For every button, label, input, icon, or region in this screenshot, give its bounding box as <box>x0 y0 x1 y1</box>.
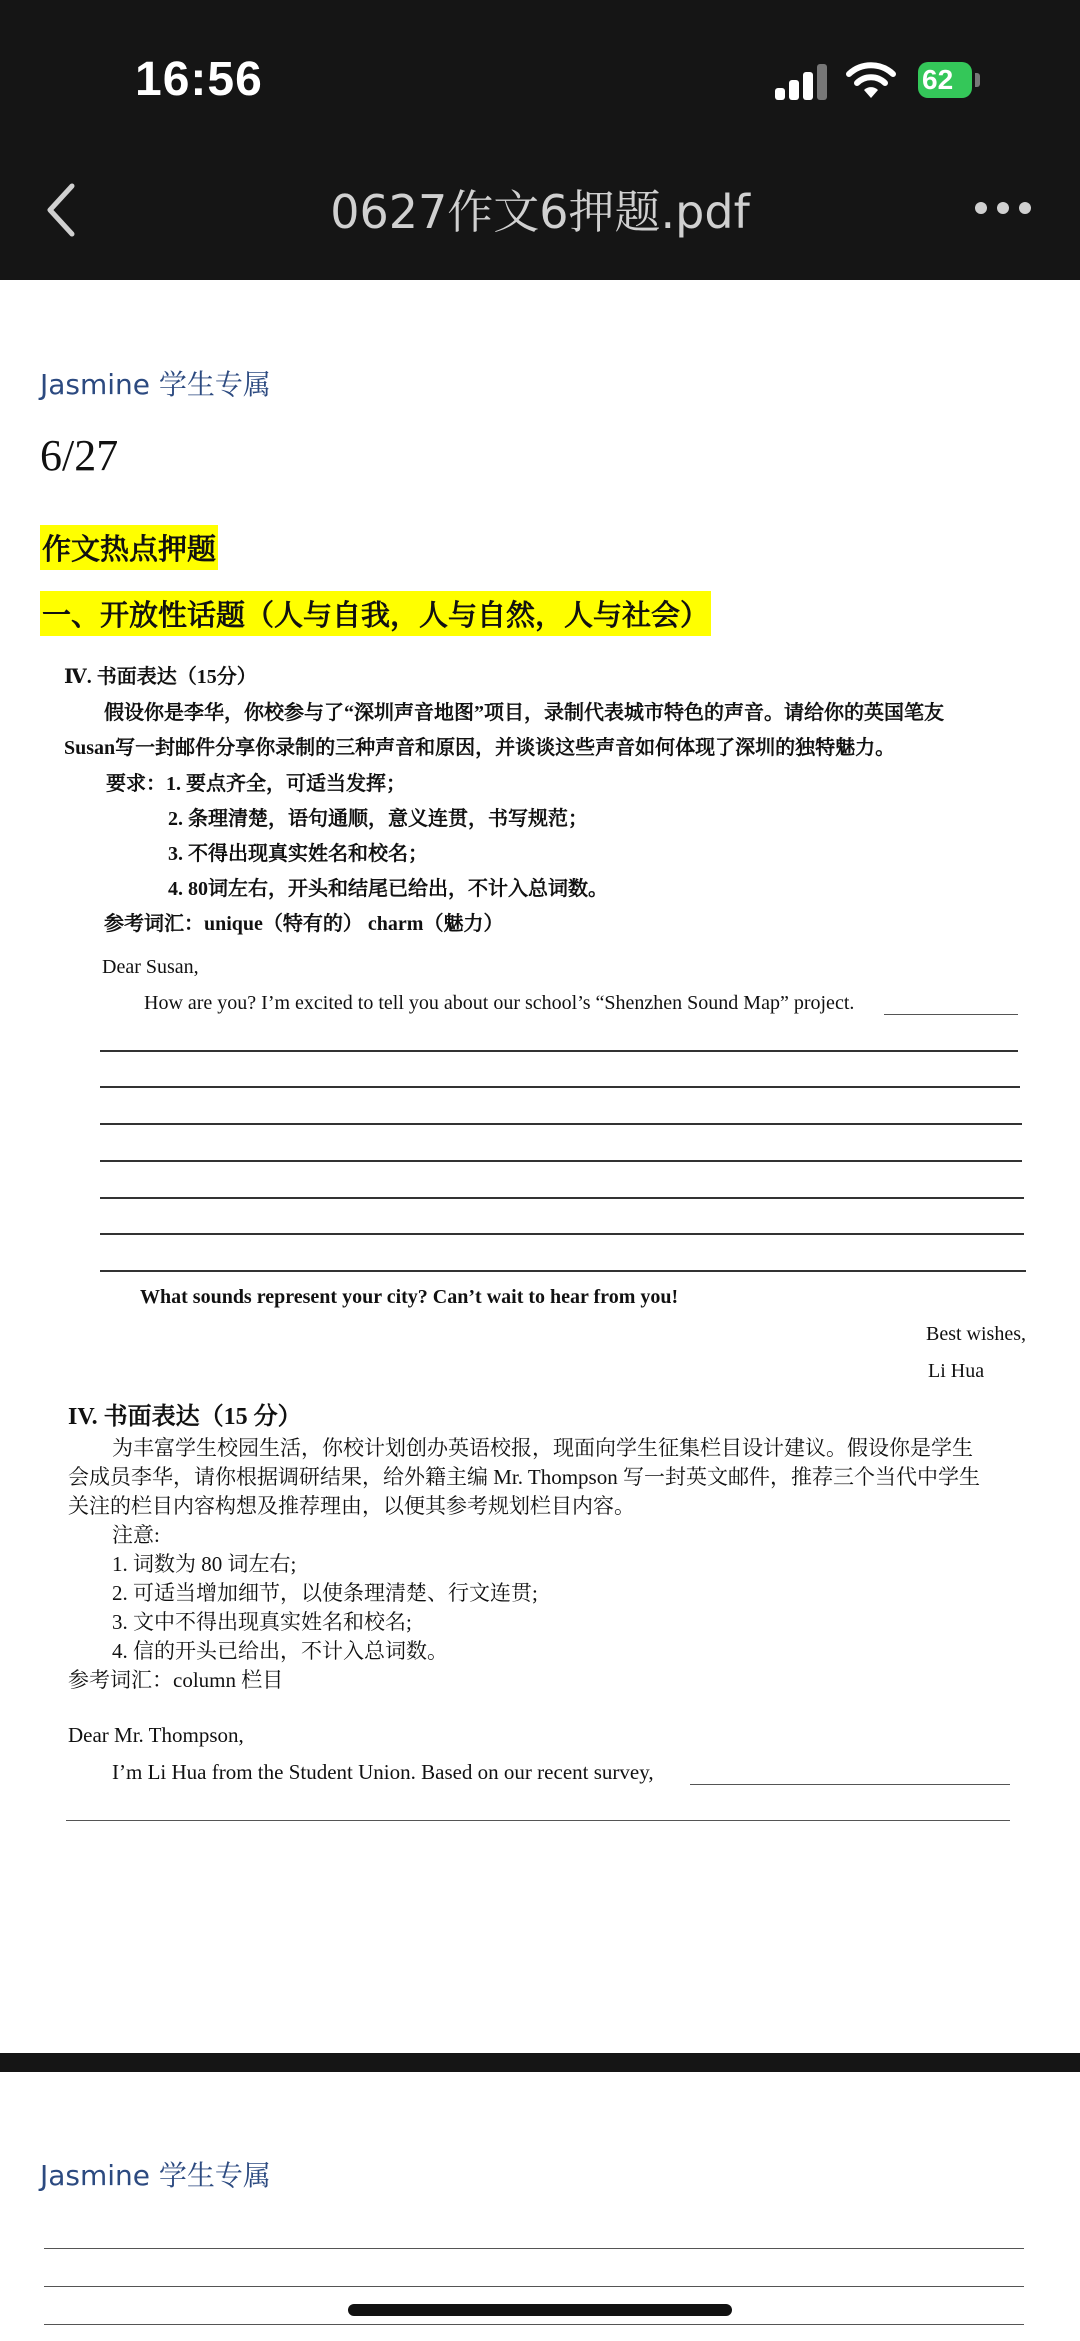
task2-opening: I’m Li Hua from the Student Union. Based on our recent survey, <box>112 1760 654 1784</box>
pdf-page-2 <box>0 2072 1080 2341</box>
task2-note-2: 2. 可适当增加细节，以使条理清楚、行文连贯; <box>112 1581 538 1605</box>
answer-line <box>100 1270 1026 1272</box>
task2-vocabulary: 参考词汇：column 栏目 <box>68 1668 284 1692</box>
answer-line <box>100 1160 1022 1162</box>
page-date: 6/27 <box>40 431 119 480</box>
task1-title: Ⅳ. 书面表达（15分） <box>64 666 257 688</box>
answer-line <box>690 1784 1010 1785</box>
task2-note-4: 4. 信的开头已给出，不计入总词数。 <box>112 1639 448 1663</box>
task1-closing: What sounds represent your city? Can’t wait to hear from you! <box>140 1286 679 1308</box>
document-title: 0627作文6押题.pdf <box>330 185 750 239</box>
wifi-icon <box>845 60 897 100</box>
cellular-signal-icon <box>775 64 827 100</box>
task1-requirement-2: 2. 条理清楚，语句通顺，意义连贯，书写规范； <box>168 808 588 830</box>
answer-line <box>100 1233 1024 1235</box>
answer-line <box>44 2248 1024 2249</box>
answer-line <box>44 2324 1024 2325</box>
answer-line <box>100 1086 1020 1088</box>
task2-title: IV. 书面表达（15 分） <box>68 1404 302 1430</box>
task2-intro-line3: 关注的栏目内容构想及推荐理由，以便其参考规划栏目内容。 <box>68 1494 635 1518</box>
task1-signature: Li Hua <box>928 1360 985 1382</box>
battery-percentage: 62 <box>922 64 954 95</box>
nav-bar <box>0 160 1080 280</box>
task1-intro-line2: Susan写一封邮件分享你录制的三种声音和原因，并谈谈这些声音如何体现了深圳的独特魅力。 <box>64 737 896 759</box>
task1-requirement-4: 4. 80词左右，开头和结尾已给出，不计入总词数。 <box>168 878 608 900</box>
task1-requirement-3: 3. 不得出现真实姓名和校名； <box>168 843 428 865</box>
answer-line <box>100 1123 1022 1125</box>
answer-line <box>44 2286 1024 2287</box>
heading-hot-topics: 作文热点押题 <box>40 525 218 570</box>
watermark-owner: Jasmine 学生专属 <box>40 2159 271 2192</box>
task1-opening: How are you? I’m excited to tell you about our school’s “Shenzhen Sound Map” project. <box>144 992 855 1014</box>
answer-line <box>100 1197 1024 1199</box>
status-time: 16:56 <box>135 53 263 106</box>
task1-greeting: Dear Susan, <box>102 956 199 978</box>
watermark-owner: Jasmine 学生专属 <box>40 368 271 401</box>
task2-note-3: 3. 文中不得出现真实姓名和校名; <box>112 1610 412 1634</box>
task2-intro-line2: 会成员李华，请你根据调研结果，给外籍主编 Mr. Thompson 写一封英文邮件，推荐三个当代中学生 <box>68 1465 980 1489</box>
task1-vocabulary: 参考词汇：unique（特有的） charm（魅力） <box>104 913 504 935</box>
more-options-icon[interactable] <box>975 202 1031 218</box>
home-indicator[interactable] <box>348 2304 732 2316</box>
task2-note-label: 注意: <box>112 1523 160 1547</box>
task2-note-1: 1. 词数为 80 词左右; <box>112 1552 297 1576</box>
answer-line <box>66 1820 1010 1821</box>
pdf-page-1 <box>0 280 1080 2053</box>
task1-signoff: Best wishes, <box>926 1323 1026 1345</box>
task1-requirement-1: 要求：1. 要点齐全，可适当发挥； <box>106 773 406 795</box>
answer-line <box>100 1050 1018 1052</box>
page-divider <box>0 2053 1080 2072</box>
task2-intro-line1: 为丰富学生校园生活，你校计划创办英语校报，现面向学生征集栏目设计建议。假设你是学生 <box>112 1436 973 1460</box>
answer-line <box>884 1014 1018 1015</box>
task1-intro-line1: 假设你是李华，你校参与了“深圳声音地图”项目，录制代表城市特色的声音。请给你的英国笔友 <box>104 702 944 724</box>
task2-greeting: Dear Mr. Thompson, <box>68 1723 244 1747</box>
status-bar <box>0 0 1080 160</box>
heading-open-topics: 一、开放性话题（人与自我，人与自然，人与社会） <box>40 591 711 636</box>
battery-icon <box>918 62 982 98</box>
